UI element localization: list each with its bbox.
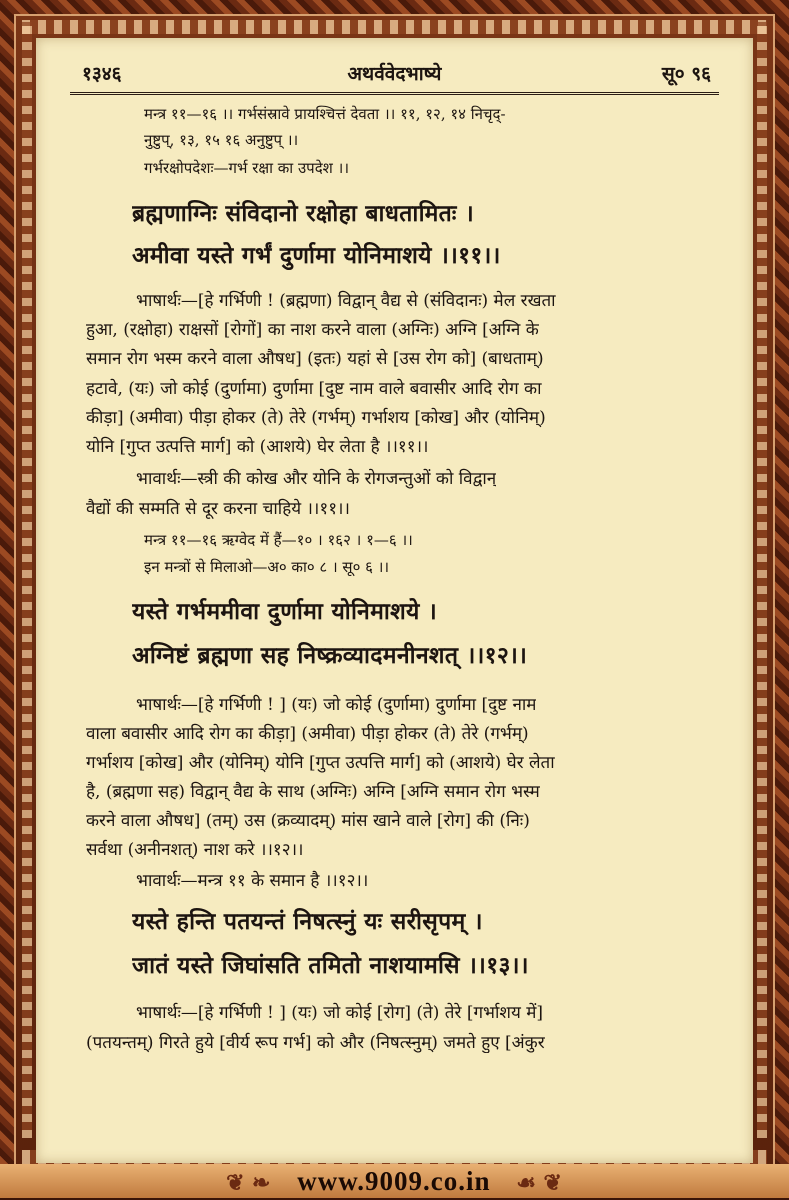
footer-ornament-left-icon: ❦ ❧ (226, 1170, 272, 1195)
book-page (36, 38, 753, 1163)
bhasharth-12-line-3: गर्भाशय [कोख] और (योनिम्) योनि [गुप्त उत्पत्ति मार्ग] को (आशये) घेर लेता (86, 753, 555, 773)
verse-12-line-1: यस्ते गर्भममीवा दुर्णामा योनिमाशये । (132, 598, 437, 625)
bhasharth-11-line-1: भाषार्थः—[हे गर्भिणी ! (ब्रह्मणा) विद्वान् वैद्य से (संविदानः) मेल रखता (136, 291, 556, 311)
bhasharth-12-line-5: करने वाला औषध] (तम्) उस (क्रव्यादम्) मांस खाने वाले [रोग] की (निः) (86, 811, 530, 831)
website-url[interactable]: www.9009.co.in (297, 1166, 491, 1196)
compare-ref: इन मन्त्रों से मिलाओ—अ० का० ८ । सू० ६ ।। (144, 558, 390, 576)
right-ornament-strip (757, 22, 767, 1138)
bhasharth-11-line-3: समान रोग भस्म करने वाला औषध] (इतः) यहां से [उस रोग को] (बाधताम्) (86, 349, 544, 369)
bhasharth-13-line-1: भाषार्थः—[हे गर्भिणी ! ] (यः) जो कोई [रोग] (ते) तेरे [गर्भाशय में] (136, 1003, 544, 1023)
bhasharth-12-line-4: है, (ब्रह्मणा सह) विद्वान् वैद्य के साथ (अग्निः) अग्नि [अग्नि समान रोग भस्म (86, 782, 540, 802)
bhavarth-11-line-1: भावार्थः—स्त्री की कोख और योनि के रोगजन्तुओं को विद्वान् (136, 469, 497, 489)
verse-13-line-1: यस्ते हन्ति पतयन्तं निषत्स्नुं यः सरीसृपम् । (132, 908, 483, 935)
page-number: १३४६ (82, 63, 122, 85)
header-rule (70, 92, 719, 95)
mantra-info-line-1: मन्त्र ११—१६ ।। गर्भसंस्रावे प्रायश्चित्तं देवता ।। ११, १२, १४ निचृद्- (144, 105, 506, 123)
verse-13-line-2: जातं यस्ते जिघांसति तमितो नाशयामसि ।।१३।। (132, 952, 529, 979)
footer-ornament-right-icon: ☙ ❦ (516, 1170, 563, 1195)
bhasharth-11-line-5: कीड़ा] (अमीवा) पीड़ा होकर (ते) तेरे (गर्भम्) गर्भाशय [कोख] और (योनिम्) (86, 408, 546, 428)
mantra-info-line-2: नुष्टुप्, १३, १५ १६ अनुष्टुप् ।। (144, 131, 299, 149)
sukta-number: सू० ९६ (661, 63, 711, 85)
bhasharth-12-line-6: सर्वथा (अनीनशत्) नाश करे ।।१२।। (86, 840, 304, 860)
bhavarth-11-line-2: वैद्यों की सम्मति से दूर करना चाहिये ।।११।। (86, 499, 350, 519)
bhasharth-12-line-1: भाषार्थः—[हे गर्भिणी ! ] (यः) जो कोई (दुर्णामा) दुर्णामा [दुष्ट नाम (136, 695, 537, 715)
running-title: अथर्ववेदभाष्ये (347, 63, 442, 85)
website-footer (0, 1164, 789, 1198)
bhasharth-11-line-2: हुआ, (रक्षोहा) राक्षसों [रोगों] का नाश करने वाला (अग्निः) अग्नि [अग्नि के (86, 320, 539, 340)
verse-11-line-2: अमीवा यस्ते गर्भं दुर्णामा योनिमाशये ।।११।। (132, 242, 501, 269)
verse-11-line-1: ब्रह्मणाग्निः संविदानो रक्षोहा बाधतामितः । (132, 200, 474, 227)
page-header (70, 56, 719, 92)
top-ornament-strip (22, 20, 767, 34)
bhasharth-13-line-2: (पतयन्तम्) गिरते हुये [वीर्य रूप गर्भ] को और (निषत्स्नुम्) जमते हुए [अंकुर (86, 1033, 545, 1053)
left-ornament-strip (22, 22, 32, 1138)
topic-line: गर्भरक्षोपदेशः—गर्भ रक्षा का उपदेश ।। (144, 159, 349, 177)
bhasharth-12-line-2: वाला बवासीर आदि रोग का कीड़ा] (अमीवा) पीड़ा होकर (ते) तेरे (गर्भम्) (86, 724, 529, 744)
bhavarth-12-line: भावार्थः—मन्त्र ११ के समान है ।।१२।। (136, 871, 369, 891)
rigveda-ref: मन्त्र ११—१६ ऋग्वेद में हैं—१० । १६२ । १—६ ।। (144, 531, 413, 549)
bhasharth-11-line-6: योनि [गुप्त उत्पत्ति मार्ग] को (आशये) घेर लेता है ।।११।। (86, 437, 429, 457)
bhasharth-11-line-4: हटावे, (यः) जो कोई (दुर्णामा) दुर्णामा [दुष्ट नाम वाले बवासीर आदि रोग का (86, 379, 542, 399)
verse-12-line-2: अग्निष्टं ब्रह्मणा सह निष्क्रव्यादमनीनशत् ।।१२।। (132, 642, 528, 669)
